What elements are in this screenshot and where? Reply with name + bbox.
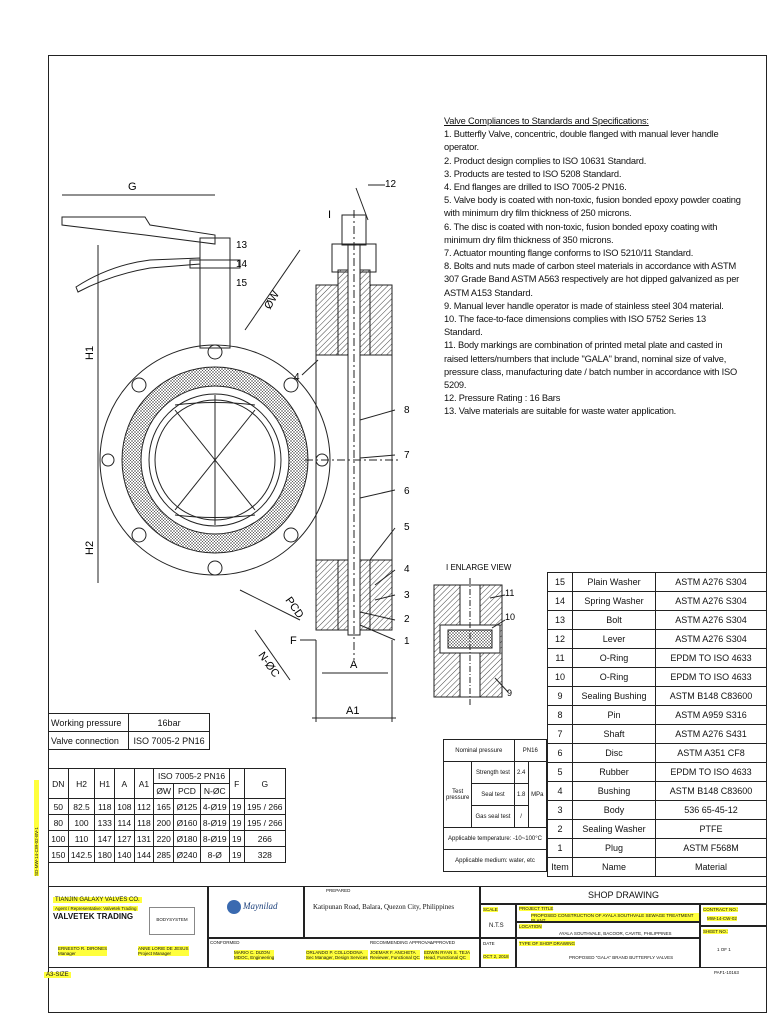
signatory xyxy=(306,950,368,960)
cell: Bushing xyxy=(573,782,656,801)
label-noc: N-ØC xyxy=(255,649,282,680)
label-a: A xyxy=(350,659,358,671)
callout-4a: 4 xyxy=(294,372,300,383)
cell: 14 xyxy=(548,592,573,611)
maynilad-box xyxy=(208,886,304,938)
cell: 536 65-45-12 xyxy=(656,801,767,820)
cell: 180 xyxy=(95,847,115,863)
cell: EPDM TO ISO 4633 xyxy=(656,668,767,687)
cell: 165 xyxy=(154,799,174,815)
cell: 4-Ø19 xyxy=(200,799,229,815)
contract-no: MW-14-CW-02 xyxy=(707,916,737,921)
cell: 110 xyxy=(68,831,95,847)
cell: 112 xyxy=(134,799,154,815)
sheet-no: 1 OF 1 xyxy=(717,947,731,952)
signatory-name: JOEMAR F. ANCHETA xyxy=(370,950,420,955)
cell: 328 xyxy=(244,847,285,863)
cell: O-Ring xyxy=(573,668,656,687)
signatory xyxy=(138,946,189,956)
conformed-label: CONFORMED xyxy=(210,940,240,945)
cell: ISO 7005-2 PN16 xyxy=(129,732,210,750)
location: AYALA SOUTHVALE, BACOOR, CAVITE, PHILIPPINES xyxy=(559,931,672,936)
cell: Bolt xyxy=(573,611,656,630)
contract-box xyxy=(700,904,767,926)
note-item: 12. Pressure Rating : 16 Bars xyxy=(444,393,561,404)
cell: 147 xyxy=(95,831,115,847)
cell: 19 xyxy=(229,799,244,815)
cell: Sealing Bushing xyxy=(573,687,656,706)
label-a1: A1 xyxy=(346,705,360,717)
project-title: PROPOSED CONSTRUCTION OF AYALA SOUTHVALE SEWAGE TREATMENT PLANT xyxy=(531,913,699,922)
cell: 195 / 266 xyxy=(244,799,285,815)
cell: 11 xyxy=(548,649,573,668)
label-pcd: PCD xyxy=(282,594,306,621)
prepared-label: PREPARED xyxy=(326,888,351,893)
cell: 150 xyxy=(49,847,69,863)
note-item: 6. The disc is coated with non-toxic, fusion bonded epoxy coating with minimum dry film thickness of 350 microns. xyxy=(444,221,718,245)
cell: O-Ring xyxy=(573,649,656,668)
cell: 118 xyxy=(134,815,154,831)
cell: DN xyxy=(49,769,69,799)
parts-table xyxy=(547,572,767,877)
cell: 15 xyxy=(548,573,573,592)
sheet-box xyxy=(700,926,767,968)
cell: ASTM A276 S304 xyxy=(656,611,767,630)
callout-12: 12 xyxy=(385,179,397,190)
type-box xyxy=(516,938,700,968)
cell: Item xyxy=(548,858,573,877)
enlarge-title: I ENLARGE VIEW xyxy=(446,563,512,572)
contract-label: CONTRACT NO.: xyxy=(703,907,739,912)
cell: 10 xyxy=(548,668,573,687)
callout-11: 11 xyxy=(505,588,515,598)
side-code: SD-MW-14-CW-02-BV-1 xyxy=(34,780,39,876)
note-item: 4. End flanges are drilled to ISO 7005-2 PN16. xyxy=(444,182,627,193)
cell: F xyxy=(229,769,244,799)
cell: Body xyxy=(573,801,656,820)
signatory-role: Manager xyxy=(58,951,107,956)
address-box xyxy=(304,886,480,938)
signatory-role: Sec Manager, Design Services xyxy=(306,955,368,960)
callout-4b: 4 xyxy=(404,564,410,575)
type-label: TYPE OF SHOP DRAWING xyxy=(519,941,576,946)
callout-13: 13 xyxy=(236,240,248,251)
cell: 7 xyxy=(548,725,573,744)
cell: Rubber xyxy=(573,763,656,782)
note-item: 1. Butterfly Valve, concentric, double flanged with manual lever handle operator. xyxy=(444,129,719,153)
cell: G xyxy=(244,769,285,799)
dimensions-table xyxy=(48,768,286,863)
cell: 108 xyxy=(115,799,135,815)
signatory-name: ERNESTO R. DIRONES xyxy=(58,946,108,951)
cell: Lever xyxy=(573,630,656,649)
cell: 1.8 xyxy=(514,784,528,806)
callout-2: 2 xyxy=(404,614,410,625)
signatory-role: Reviewer, Functional QC xyxy=(370,955,420,960)
location-label: LOCATION xyxy=(519,924,542,929)
cell: Disc xyxy=(573,744,656,763)
cell: Ø125 xyxy=(174,799,200,815)
cell: Spring Washer xyxy=(573,592,656,611)
callout-3: 3 xyxy=(404,590,410,601)
cell: Ø240 xyxy=(174,847,200,863)
note-item: 3. Products are tested to ISO 5208 Standard. xyxy=(444,168,622,179)
cell: Gas seal test xyxy=(472,806,514,828)
date-box xyxy=(480,938,516,968)
cell: 3 xyxy=(548,801,573,820)
scale-box xyxy=(480,904,516,938)
signatory xyxy=(58,946,107,956)
cell: 80 xyxy=(49,815,69,831)
cell: Working pressure xyxy=(49,714,129,732)
cell: Valve connection xyxy=(49,732,129,750)
note-item: 13. Valve materials are suitable for waste water application. xyxy=(444,406,677,417)
cell: Seal test xyxy=(472,784,514,806)
specification-notes xyxy=(444,115,744,419)
cell: ASTM B148 C83600 xyxy=(656,782,767,801)
cell: ASTM A276 S304 xyxy=(656,573,767,592)
signatory-role: Project Manager xyxy=(138,951,189,956)
notes-title: Valve Compliances to Standards and Specifications: xyxy=(444,116,649,126)
cell: MPa xyxy=(528,762,546,828)
cell: 144 xyxy=(134,847,154,863)
cell: 19 xyxy=(229,831,244,847)
label-h1: H1 xyxy=(84,345,96,360)
cell: ASTM A276 S431 xyxy=(656,725,767,744)
date-value: OCT 2, 2018 xyxy=(483,954,509,959)
cell: 100 xyxy=(49,831,69,847)
label-ow: ØW xyxy=(262,289,283,312)
cell: 200 xyxy=(154,815,174,831)
cell: 6 xyxy=(548,744,573,763)
cell: Sealing Washer xyxy=(573,820,656,839)
callout-10: 10 xyxy=(505,612,516,622)
location-box xyxy=(516,922,700,938)
supplier-sub: Agent / Representative: Valvetek Trading xyxy=(55,906,137,911)
cell: 114 xyxy=(115,815,135,831)
callout-7: 7 xyxy=(404,450,410,461)
signatory-name: ORLANDO P. COLLODONA xyxy=(306,950,368,955)
cell: 12 xyxy=(548,630,573,649)
cell: Nominal pressure xyxy=(444,740,515,762)
cell: 133 xyxy=(95,815,115,831)
note-item: 10. The face-to-face dimensions complies with ISO 5752 Series 13 Standard. xyxy=(444,314,706,338)
label-h2: H2 xyxy=(84,540,96,555)
signatory xyxy=(370,950,420,960)
signatory-name: EDWIN RYAN S. TEJA xyxy=(424,950,471,955)
callout-i: I xyxy=(328,209,332,221)
supplier-name: TIANJIN GALAXY VALVES CO. xyxy=(55,897,140,903)
cell: EPDM TO ISO 4633 xyxy=(656,649,767,668)
recommending-label: RECOMMENDING APPROVAL xyxy=(370,940,433,945)
cell: 4 xyxy=(548,782,573,801)
bodysystem-logo xyxy=(149,907,195,935)
sheet-label: SHEET NO.: xyxy=(703,929,729,934)
cell: ASTM A959 S316 xyxy=(656,706,767,725)
cell: Name xyxy=(573,858,656,877)
cell: H2 xyxy=(68,769,95,799)
cell: EPDM TO ISO 4633 xyxy=(656,763,767,782)
cell: / xyxy=(514,806,528,828)
callout-9: 9 xyxy=(507,688,513,698)
cell: 2.4 xyxy=(514,762,528,784)
note-item: 11. Body markings are combination of printed metal plate and casted in raised letters/numbers that include "GALA" brand, nominal size of valve, pressure class, manufacturing date / batch number in accordance with ISO 5209. xyxy=(444,340,738,391)
cell: A xyxy=(115,769,135,799)
cell: 195 / 266 xyxy=(244,815,285,831)
cell: 118 xyxy=(95,799,115,815)
scale-value: N.T.S xyxy=(489,923,504,929)
address: Katipunan Road, Balara, Quezon City, Philippines xyxy=(313,903,455,911)
footer-code: PAF1-10163 xyxy=(714,970,739,975)
bodysystem-label: BODYSYSTEM xyxy=(156,917,188,922)
approved-label: APPROVED xyxy=(430,940,456,945)
test-table xyxy=(443,739,547,872)
cell: 5 xyxy=(548,763,573,782)
cell: Applicable temperature: -10~100°C xyxy=(444,828,547,850)
cell: 100 xyxy=(68,815,95,831)
cell: 285 xyxy=(154,847,174,863)
cell: 19 xyxy=(229,847,244,863)
cell: 140 xyxy=(115,847,135,863)
signatory-role: MDOC, Engineering xyxy=(234,955,275,960)
signatory-name: MARIO C. DIZON xyxy=(234,950,274,955)
cell: Applicable medium: water, etc xyxy=(444,850,547,872)
cell: 142.5 xyxy=(68,847,95,863)
working-table xyxy=(48,713,210,750)
cell: 8-Ø xyxy=(200,847,229,863)
cell: ØW xyxy=(154,784,174,799)
cell: Ø160 xyxy=(174,815,200,831)
cell: ASTM A351 CF8 xyxy=(656,744,767,763)
cell: 50 xyxy=(49,799,69,815)
cell: H1 xyxy=(95,769,115,799)
callout-5: 5 xyxy=(404,522,410,533)
note-item: 7. Actuator mounting flange conforms to ISO 5210/11 Standard. xyxy=(444,248,694,259)
note-item: 5. Valve body is coated with non-toxic, fusion bonded epoxy powder coating with minimum dry film thickness of 250 microns. xyxy=(444,195,741,219)
note-item: 8. Bolts and nuts made of carbon steel materials in accordance with ASTM 307 Grade Band ASTM A563 respectively are hot dipped galvanized as per ASTM A153 Standard. xyxy=(444,261,740,298)
cell: N-ØC xyxy=(200,784,229,799)
cell: ASTM A276 S304 xyxy=(656,630,767,649)
cell: Strength test xyxy=(472,762,514,784)
cell: ASTM A276 S304 xyxy=(656,592,767,611)
shop-drawing-box xyxy=(480,886,767,904)
date-label: DATE xyxy=(483,941,495,946)
cell: ISO 7005-2 PN16 xyxy=(154,769,230,784)
cell: PTFE xyxy=(656,820,767,839)
sheet-size: A3-SIZE xyxy=(46,972,69,978)
cell: Plug xyxy=(573,839,656,858)
shop-drawing-title: SHOP DRAWING xyxy=(587,890,659,900)
note-item: 2. Product design complies to ISO 10631 Standard. xyxy=(444,155,647,166)
cell: 131 xyxy=(134,831,154,847)
cell: 19 xyxy=(229,815,244,831)
cell: PCD xyxy=(174,784,200,799)
cell: 266 xyxy=(244,831,285,847)
signatory xyxy=(234,950,274,960)
cell: 82.5 xyxy=(68,799,95,815)
cell: Shaft xyxy=(573,725,656,744)
cell: 8-Ø19 xyxy=(200,831,229,847)
label-g: G xyxy=(128,181,137,193)
valvetek-logo: VALVETEK TRADING xyxy=(53,912,134,921)
cell: 1 xyxy=(548,839,573,858)
scale-label: SCALE xyxy=(483,907,498,912)
signatory xyxy=(424,950,470,960)
cell: 220 xyxy=(154,831,174,847)
callout-8: 8 xyxy=(404,405,410,416)
cell: 16bar xyxy=(129,714,210,732)
callout-14: 14 xyxy=(236,259,248,270)
cell: Pin xyxy=(573,706,656,725)
cell: A1 xyxy=(134,769,154,799)
cell: 8-Ø19 xyxy=(200,815,229,831)
cell: Ø180 xyxy=(174,831,200,847)
cell: PN16 xyxy=(514,740,546,762)
callout-15: 15 xyxy=(236,278,248,289)
signatory-role: Head, Functional QC xyxy=(424,955,470,960)
cell: Test pressure xyxy=(444,762,472,828)
cell: 9 xyxy=(548,687,573,706)
cell: 2 xyxy=(548,820,573,839)
cell: ASTM F568M xyxy=(656,839,767,858)
callout-1: 1 xyxy=(404,636,410,647)
label-f: F xyxy=(290,635,297,647)
note-item: 9. Manual lever handle operator is made of stainless steel 304 material. xyxy=(444,300,724,311)
maynilad-logo: Maynilad xyxy=(243,901,278,911)
signatory-name: ANNE LORIE DE JESUS xyxy=(138,946,189,951)
cell: Material xyxy=(656,858,767,877)
cell: 127 xyxy=(115,831,135,847)
type-value: PROPOSED "GALA" BRAND BUTTERFLY VALVES xyxy=(569,955,674,960)
cell: Plain Washer xyxy=(573,573,656,592)
project-box xyxy=(516,904,700,922)
project-label: PROJECT TITLE xyxy=(519,906,554,911)
cell: ASTM B148 C83600 xyxy=(656,687,767,706)
cell: 13 xyxy=(548,611,573,630)
maynilad-logo-icon xyxy=(227,900,241,914)
callout-6: 6 xyxy=(404,486,410,497)
cell: 8 xyxy=(548,706,573,725)
